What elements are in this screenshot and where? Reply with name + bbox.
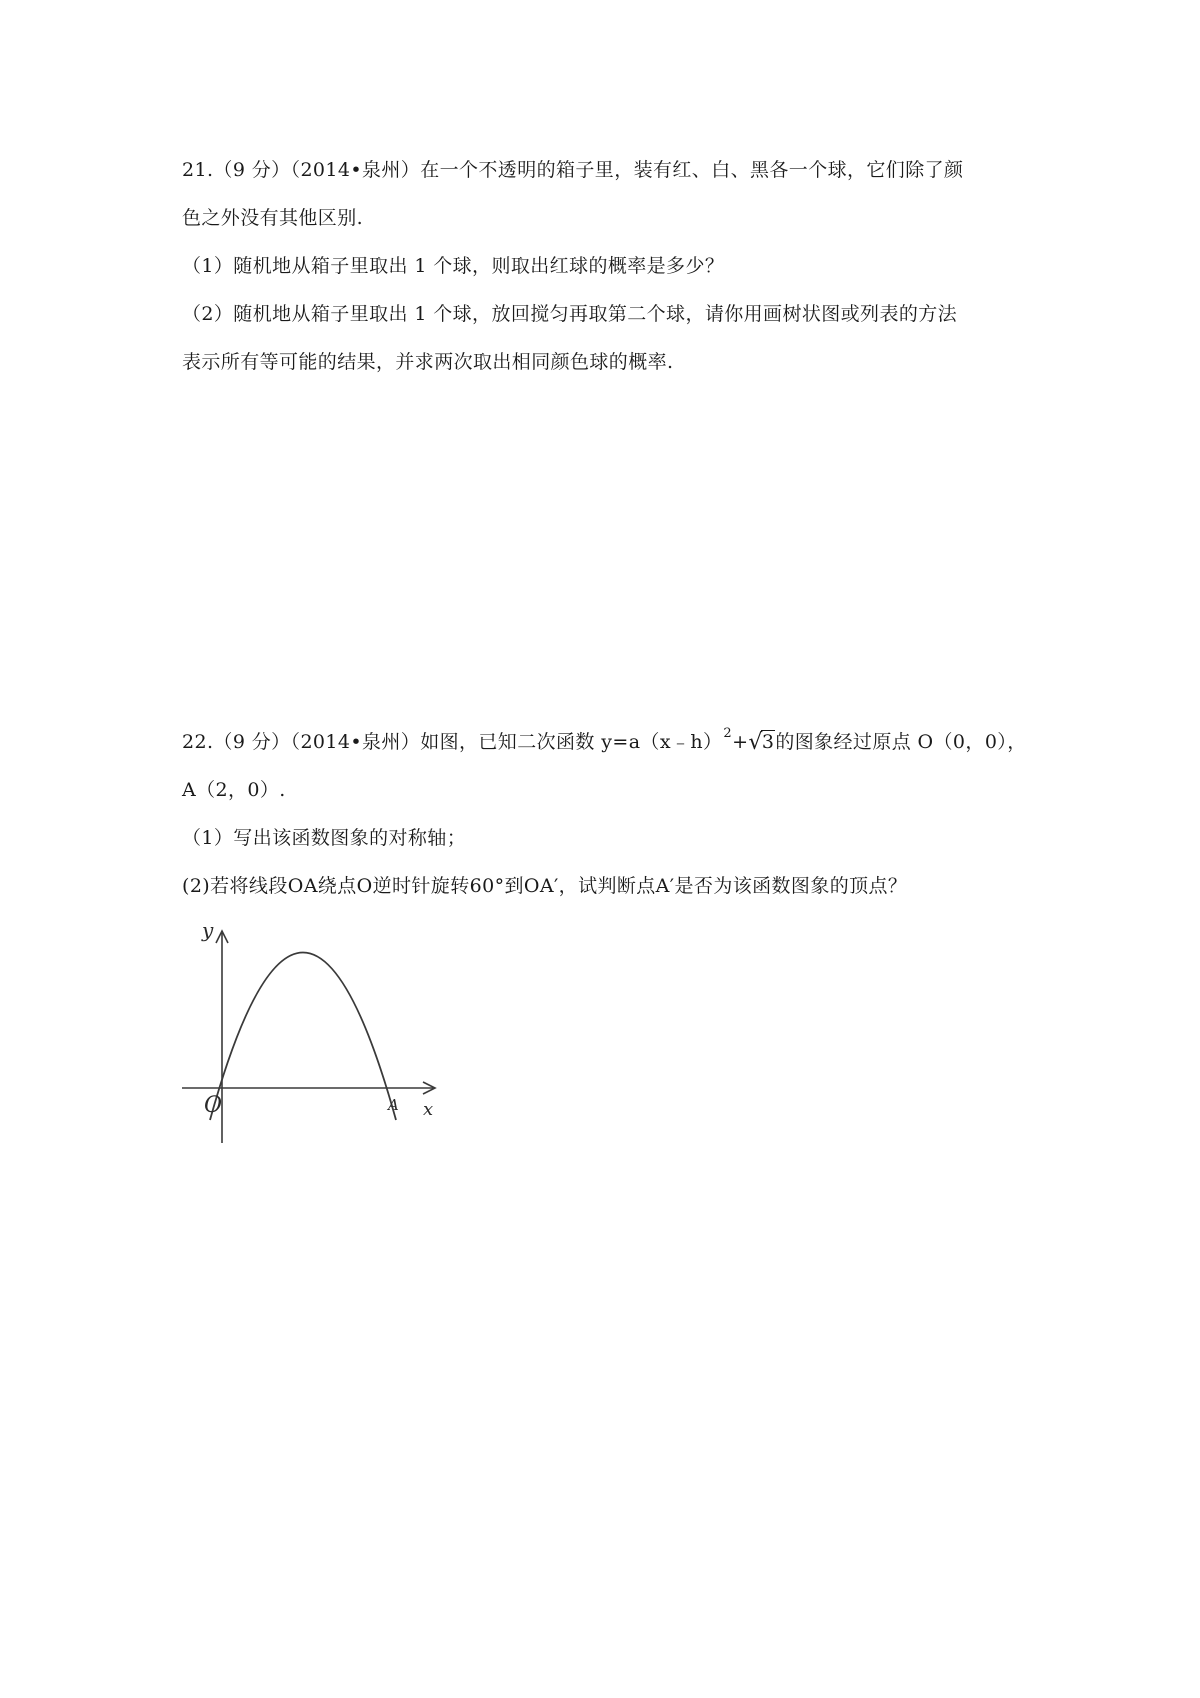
q21-part-1: （1）随机地从箱子里取出 1 个球，则取出红球的概率是多少？ bbox=[182, 255, 725, 277]
q21-line-2: 色之外没有其他区别. bbox=[182, 207, 364, 229]
q22-plus: + bbox=[732, 731, 749, 753]
parabola-figure-svg bbox=[180, 915, 440, 1150]
q22-line-1 bbox=[182, 728, 1027, 759]
figure-label-x: x bbox=[423, 1099, 434, 1120]
q22-exponent: 2 bbox=[723, 726, 733, 741]
q21-part-2-line-1: （2）随机地从箱子里取出 1 个球，放回搅匀再取第二个球，请你用画树状图或列表的方法 bbox=[182, 303, 958, 325]
q22-part-1: （1）写出该函数图象的对称轴； bbox=[182, 827, 467, 849]
figure-label-a: A bbox=[388, 1096, 399, 1114]
sqrt-symbol-icon: √ bbox=[748, 730, 763, 755]
q22-radicand: 3 bbox=[761, 731, 775, 753]
q22-line-1-suffix: 的图象经过原点 O（0，0）， bbox=[775, 731, 1027, 753]
figure-label-y: y bbox=[202, 918, 214, 942]
figure-label-o: O bbox=[204, 1093, 223, 1118]
q22-part-2: (2)若将线段OA绕点O逆时针旋转60°到OA′，试判断点A′是否为该函数图象的顶点？ bbox=[182, 875, 908, 897]
q22-sqrt bbox=[748, 728, 775, 756]
parabola-figure bbox=[180, 915, 440, 1150]
parabola-curve bbox=[210, 953, 396, 1121]
q22-line-2: A（2，0）. bbox=[182, 779, 286, 801]
q22-line-1-prefix: 22.（9 分）（2014•泉州）如图，已知二次函数 y=a（x﹣h） bbox=[182, 731, 723, 753]
q21-part-2-line-2: 表示所有等可能的结果，并求两次取出相同颜色球的概率. bbox=[182, 351, 674, 373]
q21-line-1: 21.（9 分）（2014•泉州）在一个不透明的箱子里，装有红、白、黑各一个球，它们除了颜 bbox=[182, 159, 964, 181]
